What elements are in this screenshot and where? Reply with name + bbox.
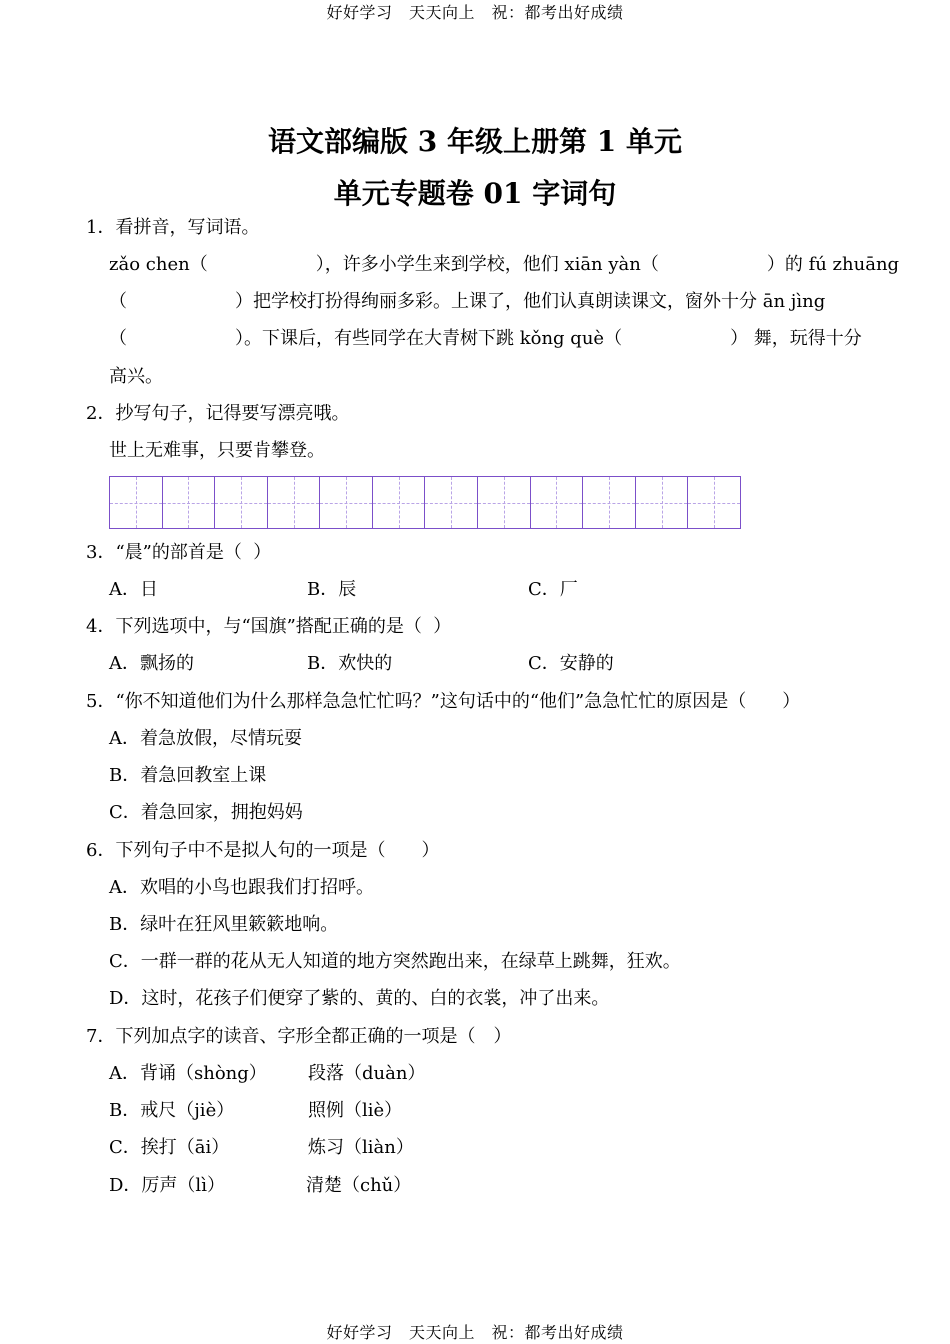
question-7-stem: 7．下列加点字的读音、字形全都正确的一项是（ ） <box>86 1026 512 1047</box>
question-5-stem: 5．“你不知道他们为什么那样急急忙忙吗？”这句话中的“他们”急急忙忙的原因是（ ） <box>86 691 801 712</box>
writing-cell[interactable] <box>215 477 268 528</box>
question-1-line: 高兴。 <box>109 366 163 387</box>
writing-cell[interactable] <box>320 477 373 528</box>
question-7-option-a: A．背诵（shòng） <box>109 1063 267 1084</box>
question-5-option-c: C．着急回家，拥抱妈妈 <box>109 802 303 823</box>
page-title: 语文部编版 3 年级上册第 1 单元 <box>268 125 682 158</box>
question-1-line: （ ）把学校打扮得绚丽多彩。上课了，他们认真朗读课文，窗外十分 ān jìng <box>109 291 826 312</box>
writing-cell[interactable] <box>163 477 216 528</box>
question-3-option-c: C．厂 <box>528 579 578 600</box>
question-1-line: zǎo chen（ ），许多小学生来到学校，他们 xiān yàn（ ）的 fú zhuāng <box>109 254 900 275</box>
writing-cell[interactable] <box>583 477 636 528</box>
question-4-option-b: B．欢快的 <box>307 653 393 674</box>
question-5-option-b: B．着急回教室上课 <box>109 765 267 786</box>
question-4-option-a: A．飘扬的 <box>109 653 194 674</box>
page-header: 好好学习 天天向上 祝：都考出好成绩 <box>326 3 624 22</box>
writing-cell[interactable] <box>268 477 321 528</box>
question-6-option-d: D．这时，花孩子们便穿了紫的、黄的、白的衣裳，冲了出来。 <box>109 988 610 1009</box>
question-7-option-b: B．戒尺（jiè） <box>109 1100 235 1121</box>
page-subtitle: 单元专题卷 01 字词句 <box>333 177 617 210</box>
question-6-option-c: C．一群一群的花从无人知道的地方突然跑出来，在绿草上跳舞，狂欢。 <box>109 951 681 972</box>
question-7-option-d-word: 清楚（chǔ） <box>306 1175 412 1196</box>
writing-cell[interactable] <box>373 477 426 528</box>
question-3-option-a: A．日 <box>109 579 158 600</box>
writing-cell[interactable] <box>531 477 584 528</box>
question-2-sentence: 世上无难事，只要肯攀登。 <box>109 440 325 461</box>
question-7-option-c-word: 炼习（liàn） <box>308 1137 414 1158</box>
writing-cell[interactable] <box>636 477 689 528</box>
question-1-line: （ ）。下课后，有些同学在大青树下跳 kǒng què（ ） 舞，玩得十分 <box>109 328 862 349</box>
writing-cell[interactable] <box>688 477 740 528</box>
question-7-option-b-word: 照例（liè） <box>308 1100 403 1121</box>
question-6-stem: 6．下列句子中不是拟人句的一项是（ ） <box>86 840 440 861</box>
question-7-option-c: C．挨打（āi） <box>109 1137 230 1158</box>
page-footer: 好好学习 天天向上 祝：都考出好成绩 <box>326 1323 624 1342</box>
writing-cell[interactable] <box>110 477 163 528</box>
question-4-option-c: C．安静的 <box>528 653 614 674</box>
question-4-stem: 4．下列选项中，与“国旗”搭配正确的是（ ） <box>86 616 452 637</box>
question-5-option-a: A．着急放假，尽情玩耍 <box>109 728 302 749</box>
question-6-option-a: A．欢唱的小鸟也跟我们打招呼。 <box>109 877 374 898</box>
question-6-option-b: B．绿叶在狂风里簌簌地响。 <box>109 914 339 935</box>
question-7-option-d: D．厉声（lì） <box>109 1175 225 1196</box>
question-2-stem: 2．抄写句子，记得要写漂亮哦。 <box>86 403 350 424</box>
question-3-stem: 3．“晨”的部首是（ ） <box>86 542 272 563</box>
writing-grid[interactable] <box>109 476 741 529</box>
question-7-option-a-word: 段落（duàn） <box>308 1063 426 1084</box>
question-3-option-b: B．辰 <box>307 579 357 600</box>
writing-cell[interactable] <box>478 477 531 528</box>
writing-cell[interactable] <box>425 477 478 528</box>
question-1-stem: 1．看拼音，写词语。 <box>86 217 260 238</box>
